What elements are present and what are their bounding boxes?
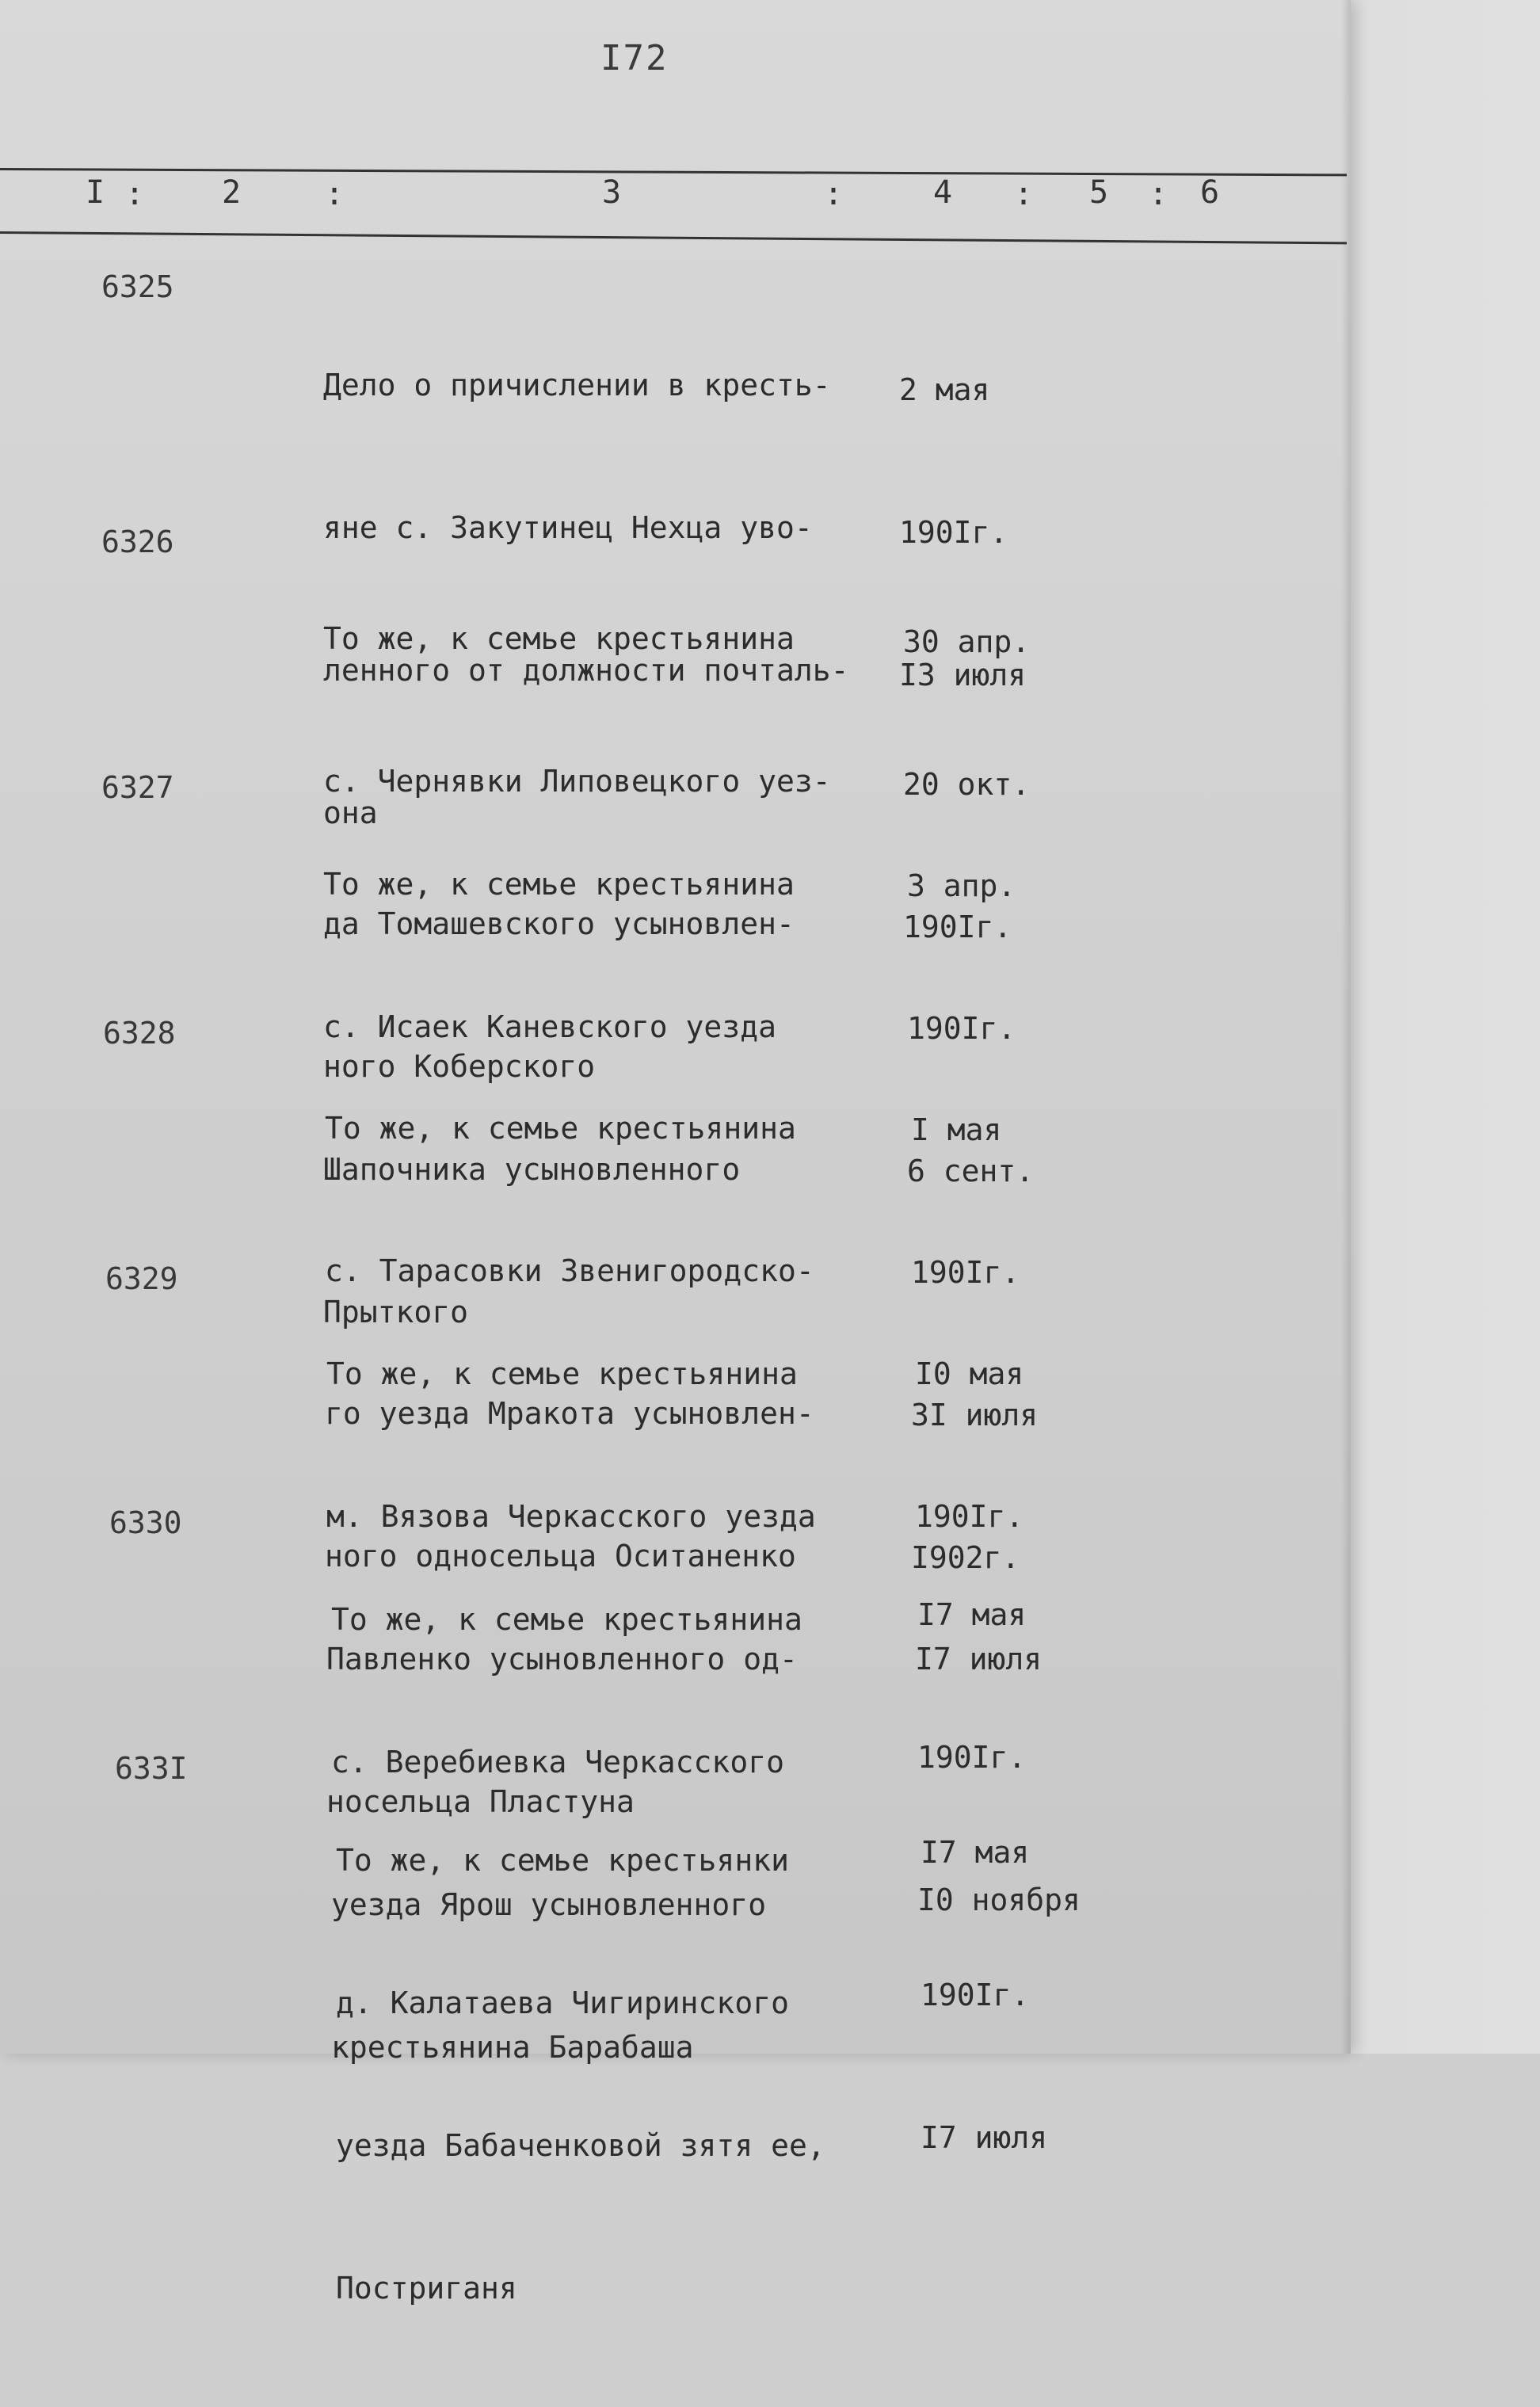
description-line: То же, к семье крестьянина	[331, 1602, 802, 1637]
column-header-6: 6	[1200, 174, 1220, 211]
date-line: I7 июля	[921, 2120, 1048, 2155]
description-line: носельца Пластуна	[326, 1784, 635, 1819]
date-line: 6 сент.	[907, 1154, 1035, 1188]
description-line: Дело о причислении в кресть-	[323, 368, 831, 402]
column-separator: :	[325, 176, 345, 212]
description-line: уезда Ярош усыновленного	[331, 1887, 767, 1922]
description-line: с. Веребиевка Черкасского	[331, 1745, 784, 1780]
date-line: I0 ноября	[917, 1882, 1081, 1917]
description-line: крестьянина Барабаша	[331, 2030, 694, 2065]
date-line: I7 мая	[921, 1835, 1030, 1870]
date-line: I0 мая	[915, 1356, 1024, 1391]
entry-number: 6328	[103, 1016, 176, 1051]
description-line: То же, к семье крестьянина	[325, 1111, 796, 1146]
column-header-4: 4	[933, 174, 953, 211]
description-line: с. Чернявки Липовецкого уез-	[323, 764, 831, 799]
description-line: То же, к семье крестьянина	[326, 1356, 798, 1391]
description-line: да Томашевского усыновлен-	[323, 906, 795, 941]
date-line: 190Iг.	[917, 1740, 1027, 1775]
date-line: I902г.	[911, 1540, 1020, 1575]
description-line: м. Вязова Черкасского уезда	[326, 1499, 816, 1534]
entry-description	[336, 1741, 825, 2407]
column-header-1: I	[86, 174, 105, 211]
description-line: го уезда Мракота усыновлен-	[325, 1396, 814, 1431]
date-line: 30 апр.	[903, 624, 1031, 659]
date-line: 190Iг.	[907, 1011, 1016, 1046]
date-line: 3 апр.	[907, 868, 1016, 903]
entry-number: 6327	[101, 770, 174, 805]
description-line: То же, к семье крестьянина	[323, 621, 795, 656]
column-separator: :	[1014, 176, 1034, 212]
description-line: ного односельца Оситаненко	[325, 1539, 796, 1574]
date-line: 2 мая	[899, 372, 990, 407]
description-line: ного Коберского	[323, 1049, 596, 1084]
date-line: I3 июля	[899, 658, 1027, 692]
description-line: Шапочника усыновленного	[323, 1152, 741, 1187]
date-line: 190Iг.	[903, 910, 1012, 944]
entry-number: 6330	[109, 1505, 182, 1540]
description-line: ленного от должности почталь-	[323, 653, 849, 688]
date-line: 190Iг.	[911, 1255, 1020, 1290]
description-line: Павленко усыновленного од-	[326, 1642, 798, 1677]
column-header-3: 3	[602, 174, 622, 211]
entry-number: 6326	[101, 525, 174, 559]
entry-number: 6329	[105, 1261, 178, 1296]
column-header-2: 2	[222, 174, 242, 211]
description-line: Прыткого	[323, 1295, 469, 1329]
entry-number: 633I	[115, 1751, 188, 1786]
date-line: 3I июля	[911, 1398, 1039, 1432]
date-line: I7 мая	[917, 1597, 1027, 1632]
description-line: яне с. Закутинец Нехца уво-	[323, 510, 813, 545]
date-line: 20 окт.	[903, 767, 1031, 802]
header-rule-top	[0, 168, 1347, 176]
description-line: с. Тарасовки Звенигородско-	[325, 1253, 814, 1288]
description-line: Постриганя	[336, 2271, 517, 2306]
description-line: д. Калатаева Чигиринского	[336, 1985, 789, 2020]
date-line: I мая	[911, 1112, 1002, 1147]
date-line: 190Iг.	[921, 1978, 1030, 2012]
page-number: I72	[600, 38, 669, 78]
date-line: 190Iг.	[899, 515, 1008, 550]
description-line: уезда Бабаченковой зятя ее,	[336, 2128, 825, 2163]
column-header-5: 5	[1089, 174, 1109, 211]
description-line: То же, к семье крестьянина	[323, 867, 795, 902]
column-separator: :	[824, 176, 844, 212]
entry-number: 6325	[101, 269, 174, 304]
description-line: То же, к семье крестьянки	[336, 1843, 789, 1878]
entry-dates	[921, 1734, 1047, 2256]
date-line: 190Iг.	[915, 1499, 1024, 1534]
description-line: она	[323, 795, 378, 830]
column-separator: :	[1149, 176, 1168, 212]
date-line: I7 июля	[915, 1642, 1043, 1677]
description-line: с. Исаек Каневского уезда	[323, 1009, 776, 1044]
column-separator: :	[125, 176, 145, 212]
header-rule-bottom	[0, 231, 1347, 244]
